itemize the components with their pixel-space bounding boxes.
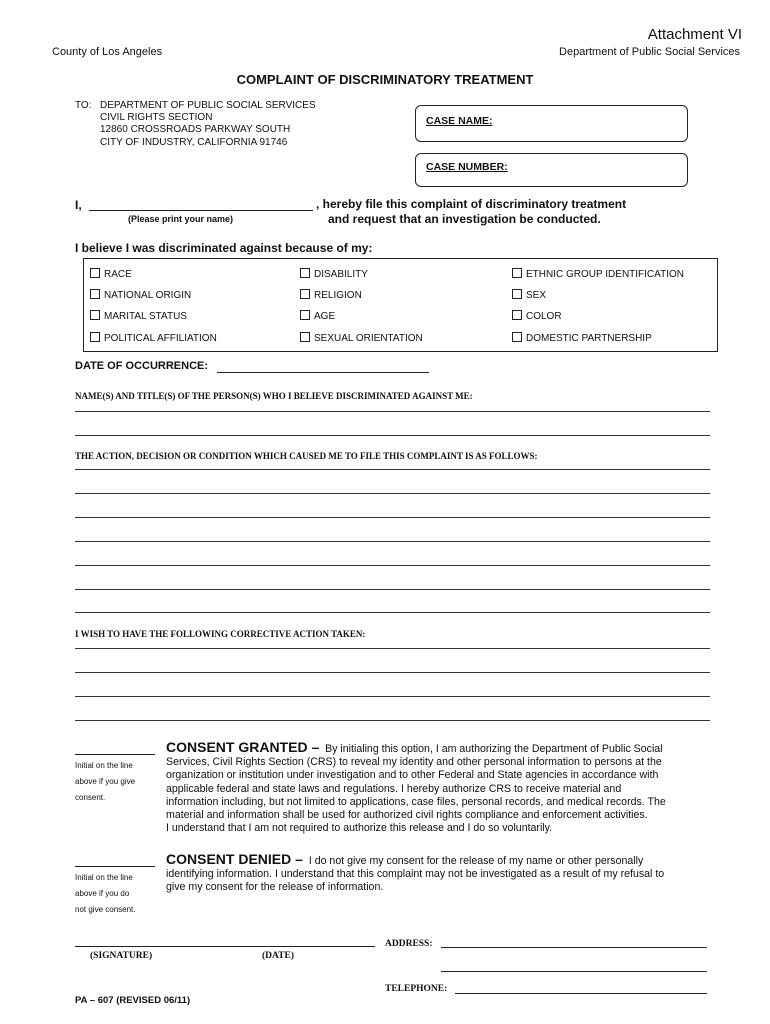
option-disability[interactable]: DISABILITY [300, 268, 368, 280]
attachment-label: Attachment VI [647, 26, 742, 43]
action-input-line[interactable] [75, 469, 710, 470]
to-address [100, 100, 316, 149]
option-marital-status[interactable]: MARITAL STATUS [90, 310, 187, 322]
checkbox-icon[interactable] [512, 289, 522, 299]
case-name-field[interactable] [415, 105, 688, 142]
consent-granted-title: CONSENT GRANTED – [166, 739, 320, 755]
address-input-line[interactable] [441, 947, 707, 948]
names-input-line[interactable] [75, 435, 710, 436]
option-sex[interactable]: SEX [512, 289, 546, 301]
corrective-input-line[interactable] [75, 696, 710, 697]
to-label: TO: [75, 100, 92, 111]
consent-granted-note: Initial on the line above if you give consent. [75, 761, 136, 802]
corrective-heading: I WISH TO HAVE THE FOLLOWING CORRECTIVE ACTION TAKEN: [75, 629, 366, 639]
names-heading: NAME(S) AND TITLE(S) OF THE PERSON(S) WHO I BELIEVE DISCRIMINATED AGAINST ME: [75, 391, 473, 401]
action-heading: THE ACTION, DECISION OR CONDITION WHICH CAUSED ME TO FILE THIS COMPLAINT IS AS FOLLOWS: [75, 451, 538, 461]
action-input-line[interactable] [75, 612, 710, 613]
action-input-line[interactable] [75, 493, 710, 494]
date-label: (DATE) [262, 951, 295, 961]
date-of-occurrence-label: DATE OF OCCURRENCE: [75, 360, 209, 372]
telephone-label: TELEPHONE: [385, 984, 448, 994]
address-input-line-2[interactable] [441, 971, 707, 972]
case-number-label: CASE NUMBER: [426, 161, 508, 173]
case-number-field[interactable] [415, 153, 688, 187]
action-input-line[interactable] [75, 565, 710, 566]
option-domestic-partnership[interactable]: DOMESTIC PARTNERSHIP [512, 332, 652, 344]
option-sexual-orientation[interactable]: SEXUAL ORIENTATION [300, 332, 423, 344]
option-ethnic-group[interactable]: ETHNIC GROUP IDENTIFICATION [512, 268, 684, 280]
statement-line-1: , hereby file this complaint of discriminatory treatment [316, 197, 627, 211]
checkbox-icon[interactable] [512, 332, 522, 342]
option-political-affiliation[interactable]: POLITICAL AFFILIATION [90, 332, 217, 344]
signature-line[interactable] [75, 946, 375, 947]
names-input-line[interactable] [75, 411, 710, 412]
consent-denied-title: CONSENT DENIED – [166, 851, 303, 867]
county-label: County of Los Angeles [52, 46, 163, 58]
checkbox-icon[interactable] [512, 268, 522, 278]
consent-granted-initial-line[interactable] [75, 754, 155, 755]
checkbox-icon[interactable] [300, 289, 310, 299]
consent-denied-note: Initial on the line above if you do not give consent. [75, 873, 136, 914]
name-input-line[interactable] [89, 210, 313, 211]
address-label: ADDRESS: [385, 939, 433, 949]
date-of-occurrence-input-line[interactable] [217, 372, 429, 373]
statement-prefix: I, [75, 198, 82, 212]
option-race[interactable]: RACE [90, 268, 132, 280]
option-age[interactable]: AGE [300, 310, 335, 322]
to-address-line: DEPARTMENT OF PUBLIC SOCIAL SERVICES [100, 100, 316, 111]
name-hint: (Please print your name) [128, 214, 234, 224]
basis-heading: I believe I was discriminated against because of my: [75, 241, 373, 255]
checkbox-icon[interactable] [300, 310, 310, 320]
to-address-line: 12860 CROSSROADS PARKWAY SOUTH [100, 124, 291, 136]
form-id: PA – 607 (REVISED 06/11) [75, 995, 191, 1006]
option-color[interactable]: COLOR [512, 310, 562, 322]
consent-denied-text: CONSENT DENIED – I do not give my consent for the release of my name or other personally identifying information. I understand that this complaint may not be investigated as a result of my refusal to give my consent for the release of information. [166, 851, 665, 894]
statement-line-2: and request that an investigation be conducted. [328, 212, 601, 226]
checkbox-icon[interactable] [300, 268, 310, 278]
form-title: COMPLAINT OF DISCRIMINATORY TREATMENT [236, 72, 534, 87]
checkbox-icon[interactable] [90, 310, 100, 320]
to-address-line: CITY OF INDUSTRY, CALIFORNIA 91746 [100, 136, 288, 148]
corrective-input-line[interactable] [75, 672, 710, 673]
consent-denied-initial-line[interactable] [75, 866, 155, 867]
corrective-input-line[interactable] [75, 720, 710, 721]
action-input-line[interactable] [75, 589, 710, 590]
checkbox-icon[interactable] [300, 332, 310, 342]
action-input-line[interactable] [75, 541, 710, 542]
checkbox-icon[interactable] [90, 289, 100, 299]
to-address-line: CIVIL RIGHTS SECTION [100, 112, 213, 124]
option-religion[interactable]: RELIGION [300, 289, 362, 301]
consent-granted-text: CONSENT GRANTED – By initialing this option, I am authorizing the Department of Public Social Services, Civil Rights Section (CRS) to reveal my identity and other personal information to persons at the organization or institution under investigation and to other Federal and State agencies in accordance with applicable federal and state laws and regulations. I hereby authorize CRS to receive material and information including, but not limited to applications, case files, personal records, and medical records. The material and information shall be used for authorized civil rights compliance and enforcement activities. I understand that I am not required to authorize this release and I do so voluntarily. [166, 739, 666, 835]
checkbox-icon[interactable] [512, 310, 522, 320]
corrective-input-line[interactable] [75, 648, 710, 649]
checkbox-icon[interactable] [90, 332, 100, 342]
checkbox-icon[interactable] [90, 268, 100, 278]
telephone-input-line[interactable] [455, 993, 707, 994]
option-national-origin[interactable]: NATIONAL ORIGIN [90, 289, 191, 301]
signature-label: (SIGNATURE) [90, 951, 153, 961]
action-input-line[interactable] [75, 517, 710, 518]
case-name-label: CASE NAME: [426, 115, 493, 127]
department-label: Department of Public Social Services [559, 46, 740, 58]
